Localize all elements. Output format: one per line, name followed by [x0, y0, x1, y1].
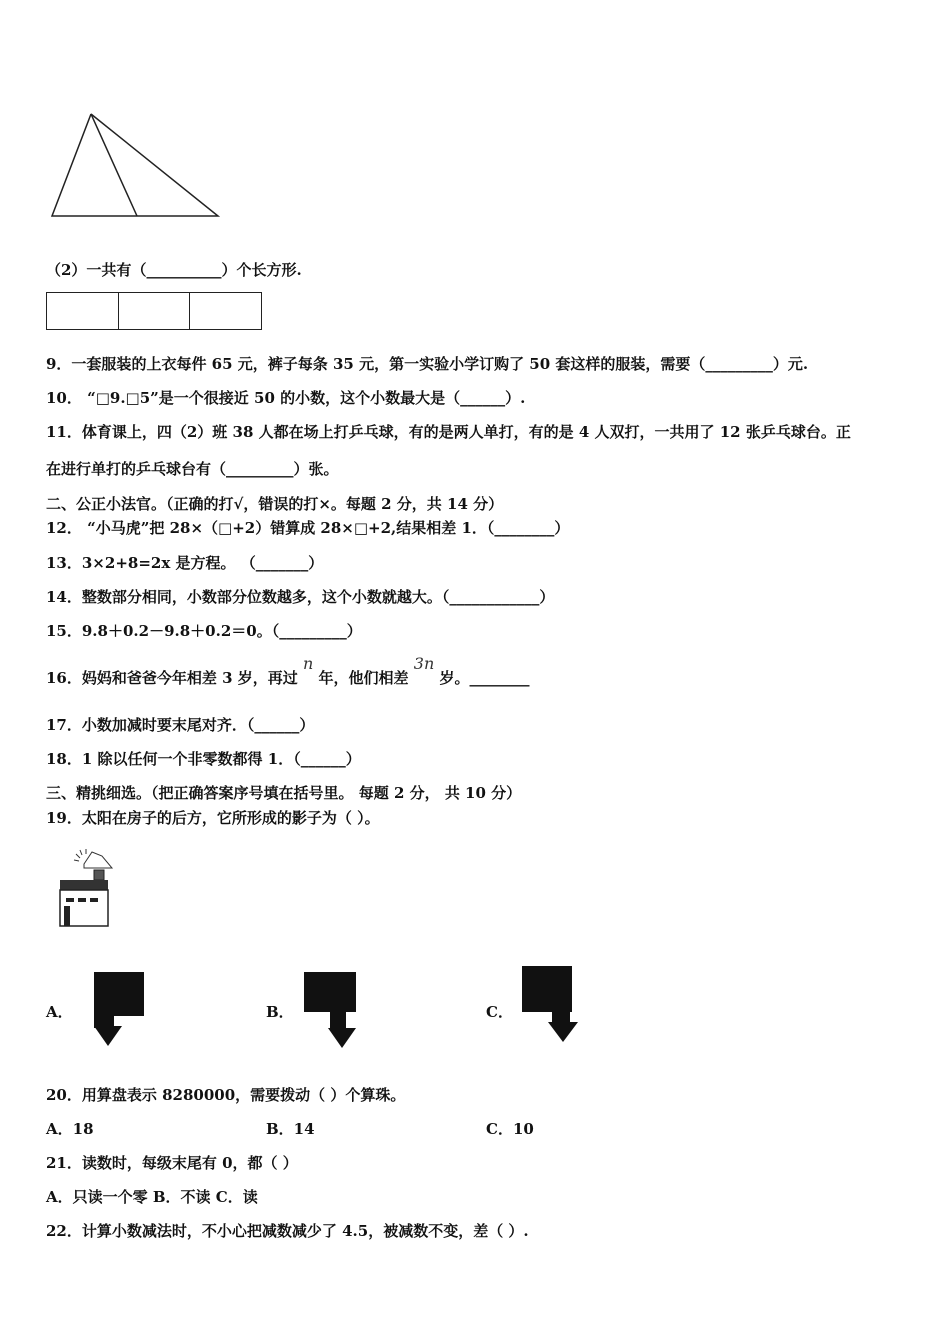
q20-option-b[interactable]: B．14 — [266, 1120, 315, 1138]
question-15: 15．9.8＋0.2－9.8＋0.2＝0。（_________） — [46, 622, 362, 640]
q16-prefix: 16．妈妈和爸爸今年相差 3 岁，再过 — [46, 669, 298, 687]
chimney — [94, 870, 104, 880]
shadow-block — [522, 966, 572, 1012]
q19-option-b-label[interactable]: B． — [266, 1003, 294, 1021]
shadow-block — [304, 972, 356, 1012]
question-18: 18．1 除以任何一个非零数都得 1．（______） — [46, 750, 361, 768]
rectangles-figure — [46, 292, 262, 330]
shadow-stem — [330, 1012, 346, 1030]
section-3-heading: 三、精挑细选。（把正确答案序号填在括号里。 每题 2 分， 共 10 分） — [46, 784, 522, 802]
rect-cell — [47, 293, 119, 329]
q16-var-n: n — [303, 654, 314, 673]
q19-option-c-label[interactable]: C． — [486, 1003, 513, 1021]
rect-cell — [119, 293, 191, 329]
question-10: 10． “□9.□5”是一个很接近 50 的小数，这个小数最大是（______）. — [46, 389, 526, 407]
q19-option-a-shadow[interactable] — [92, 970, 148, 1048]
sun-icon — [74, 849, 112, 868]
q16-var-3n: 3n — [413, 654, 435, 673]
shadow-stem — [552, 1012, 570, 1022]
question-9: 9．一套服装的上衣每件 65 元，裤子每条 35 元，第一实验小学订购了 50 套这样的服装，需要（_________）元. — [46, 355, 809, 373]
shadow-block — [94, 972, 144, 1016]
q21-options[interactable]: A．只读一个零 B．不读 C．读 — [46, 1188, 258, 1206]
question-19: 19．太阳在房子的后方，它所形成的影子为（ ）。 — [46, 809, 380, 827]
triangle-inner-line — [91, 114, 137, 216]
triangle-figure — [48, 110, 223, 220]
house-sun-figure — [54, 846, 116, 930]
question-20: 20．用算盘表示 8280000，需要拨动（ ）个算珠。 — [46, 1086, 406, 1104]
triangle-outline — [52, 114, 218, 216]
q19-option-b-shadow[interactable] — [302, 970, 364, 1050]
q19-option-c-shadow[interactable] — [520, 964, 582, 1044]
question-22: 22．计算小数减法时，不小心把减数减少了 4.5，被减数不变，差（ ）. — [46, 1222, 529, 1240]
house-door — [64, 906, 70, 926]
q19-option-a-label[interactable]: A． — [46, 1003, 73, 1021]
house-window — [78, 898, 86, 902]
question-13: 13．3×2+8=2x 是方程。 （_______） — [46, 554, 324, 572]
q20-option-a[interactable]: A．18 — [46, 1120, 94, 1138]
arrow-down-icon — [548, 1022, 578, 1042]
q16-suffix: 岁。________ — [439, 669, 530, 687]
rect-cell — [190, 293, 261, 329]
question-14: 14．整数部分相同，小数部分位数越多，这个小数就越大。（____________） — [46, 588, 555, 606]
question-17: 17．小数加减时要末尾对齐．（______） — [46, 716, 315, 734]
question-12: 12． “小马虎”把 28×（□+2）错算成 28×□+2,结果相差 1．（________） — [46, 519, 570, 537]
house-window — [90, 898, 98, 902]
house-window — [66, 898, 74, 902]
question-16 — [46, 654, 530, 688]
q16-middle: 年，他们相差 — [318, 669, 409, 687]
arrow-down-icon — [94, 1026, 122, 1046]
question-11-line2: 在进行单打的乒乓球台有（_________）张。 — [46, 460, 339, 478]
house-roof — [60, 880, 108, 890]
section-2-heading: 二、公正小法官。（正确的打√，错误的打×。每题 2 分，共 14 分） — [46, 495, 504, 513]
question-21: 21．读数时，每级末尾有 0，都（ ） — [46, 1154, 298, 1172]
arrow-down-icon — [328, 1028, 356, 1048]
question-11-line1: 11．体育课上，四（2）班 38 人都在场上打乒乓球，有的是两人单打，有的是 4 人双打，一共用了 12 张乒乓球台。正 — [46, 423, 851, 441]
q20-option-c[interactable]: C．10 — [486, 1120, 534, 1138]
q8-part2: （2）一共有（__________）个长方形. — [46, 261, 302, 279]
